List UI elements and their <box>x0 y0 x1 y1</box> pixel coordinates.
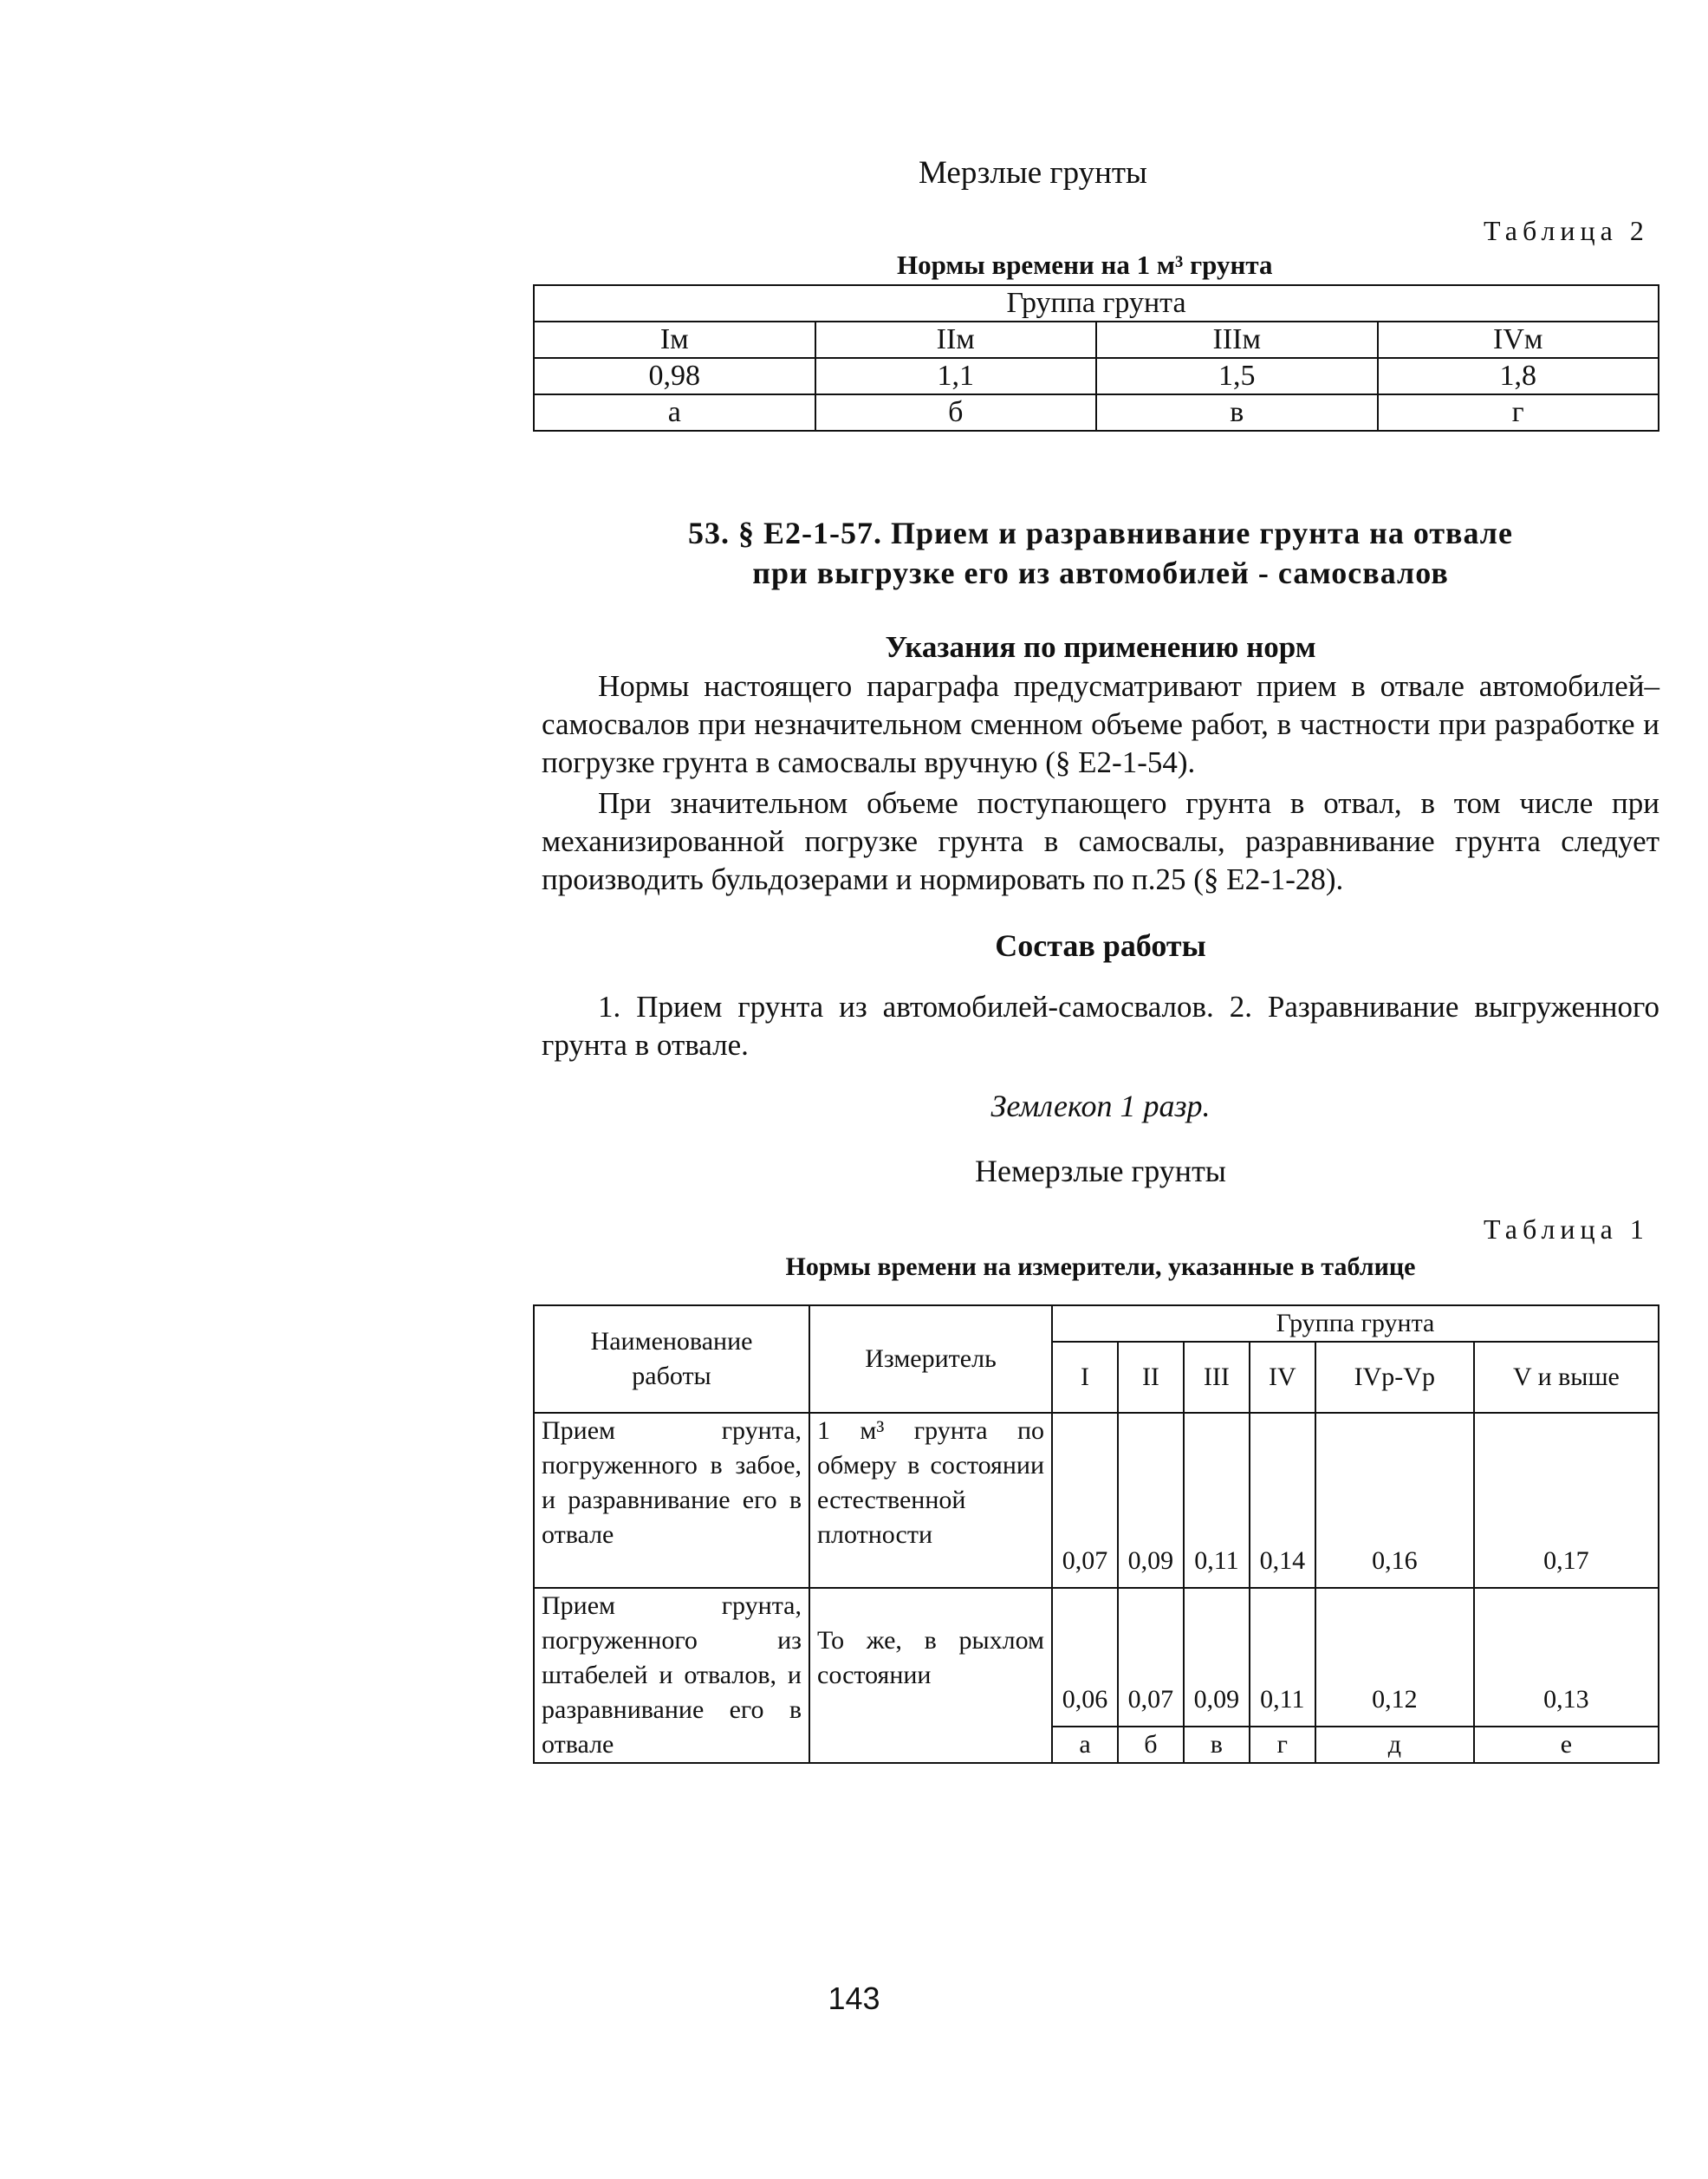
instructions-heading: Указания по применению норм <box>885 630 1316 664</box>
table2-letter-1: а <box>534 394 815 431</box>
table1-caption: Нормы времени на измерители, указанные в таблице <box>785 1252 1416 1281</box>
table1-row1-value-1: 0,07 <box>1052 1413 1118 1588</box>
table1-col-measure: Измеритель <box>809 1305 1052 1413</box>
page-number: 143 <box>828 1981 880 2016</box>
table1-row1-value-6: 0,17 <box>1474 1413 1659 1588</box>
table1-row1-measure: 1 м³ грунта по обмеру в состоянии естественной плотности <box>809 1413 1052 1588</box>
table1-row2-value-6: 0,13 <box>1474 1588 1659 1727</box>
table1 <box>533 1304 1659 1764</box>
table2-col-1: Iм <box>534 322 815 358</box>
table1-label: Таблица 1 <box>1484 1213 1649 1245</box>
table1-row2-measure: То же, в рыхлом состоянии <box>809 1588 1052 1763</box>
table1-row2-value-2: 0,07 <box>1118 1588 1184 1727</box>
frozen-heading: Мерзлые грунты <box>919 155 1147 191</box>
table2-col-4: IVм <box>1378 322 1659 358</box>
table1-row2-value-3: 0,09 <box>1184 1588 1250 1727</box>
table2-label: Таблица 2 <box>1484 215 1649 246</box>
table1-letter-2: б <box>1118 1727 1184 1763</box>
table2-letter-4: г <box>1378 394 1659 431</box>
instructions-para2: При значительном объеме поступающего грунта в отвал, в том числе при механизированной погрузке грунта в самосвалы, разравнивание грунта следует производить бульдозерами и нормировать по п.25 (§ Е2-1-28). <box>542 786 1659 896</box>
table1-group-header: Группа грунта <box>1052 1305 1659 1342</box>
table1-row1-name: Прием грунта, погруженного в забое, и разравнивание его в отвале <box>534 1413 809 1588</box>
table1-letter-6: е <box>1474 1727 1659 1763</box>
section-title-line1: 53. § Е2-1-57. Прием и разравнивание грунта на отвале <box>688 516 1513 550</box>
table1-col-name: Наименование работы <box>534 1305 809 1413</box>
table1-row1-value-3: 0,11 <box>1184 1413 1250 1588</box>
table1-row2-value-5: 0,12 <box>1315 1588 1474 1727</box>
table1-group-2: II <box>1118 1342 1184 1413</box>
table2-col-2: IIм <box>815 322 1097 358</box>
table2-value-4: 1,8 <box>1378 358 1659 394</box>
table2 <box>533 284 1659 432</box>
table2-group-header: Группа грунта <box>534 285 1659 322</box>
section-title-line2: при выгрузке его из автомобилей - самосвалов <box>752 556 1449 590</box>
table1-row1-value-2: 0,09 <box>1118 1413 1184 1588</box>
table1-group-5: IVр-Vр <box>1315 1342 1474 1413</box>
table1-group-6: V и выше <box>1474 1342 1659 1413</box>
worker-grade: Землекоп 1 разр. <box>990 1089 1211 1123</box>
table1-letter-4: г <box>1250 1727 1315 1763</box>
table1-letter-1: а <box>1052 1727 1118 1763</box>
table1-row2-value-4: 0,11 <box>1250 1588 1315 1727</box>
table1-group-1: I <box>1052 1342 1118 1413</box>
table1-group-4: IV <box>1250 1342 1315 1413</box>
table2-caption: Нормы времени на 1 м³ грунта <box>897 250 1273 280</box>
work-text: 1. Прием грунта из автомобилей-самосвалов. 2. Разравнивание выгруженного грунта в отвале. <box>542 990 1659 1062</box>
table1-row1-value-4: 0,14 <box>1250 1413 1315 1588</box>
table1-row1-value-5: 0,16 <box>1315 1413 1474 1588</box>
table2-col-3: IIIм <box>1096 322 1378 358</box>
table2-value-2: 1,1 <box>815 358 1097 394</box>
table1-group-3: III <box>1184 1342 1250 1413</box>
table2-letter-2: б <box>815 394 1097 431</box>
table2-value-3: 1,5 <box>1096 358 1378 394</box>
table2-letter-3: в <box>1096 394 1378 431</box>
instructions-para1: Нормы настоящего параграфа предусматривают прием в отвале автомобилей–самосвалов при незначительном сменном объеме работ, в частности при разработке и погрузке грунта в самосвалы вручную (§ Е2-1-54). <box>542 669 1659 779</box>
work-heading: Состав работы <box>995 928 1206 963</box>
table1-letter-3: в <box>1184 1727 1250 1763</box>
section-title <box>520 513 1681 593</box>
table1-letter-5: д <box>1315 1727 1474 1763</box>
unfrozen-heading: Немерзлые грунты <box>974 1154 1226 1188</box>
table1-row2-value-1: 0,06 <box>1052 1588 1118 1727</box>
table1-row2-name: Прием грунта, погруженного из штабелей и отвалов, и разравнивание его в отвале <box>534 1588 809 1763</box>
table2-value-1: 0,98 <box>534 358 815 394</box>
